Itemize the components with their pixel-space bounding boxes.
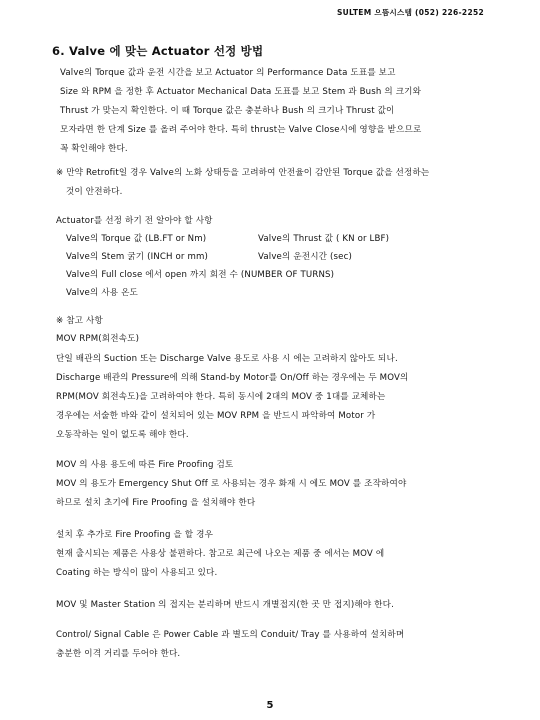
para4-line: 현재 출시되는 제품은 사용상 불편하다. 참고로 최근에 나오는 제품 중 에서는 MOV 에 — [56, 549, 385, 559]
para4-line: Coating 하는 방식이 많이 사용되고 있다. — [56, 568, 218, 578]
selection-title: Actuator를 선정 하기 전 알아야 할 사항 — [56, 216, 213, 226]
reference-subtitle: MOV RPM(회전속도) — [56, 334, 140, 344]
para6-line: 충분한 이격 거리를 두어야 한다. — [56, 649, 181, 659]
para2-line: RPM(MOV 회전속도)을 고려하여야 한다. 특히 동시에 2대의 MOV 중 1대를 교체하는 — [56, 392, 386, 402]
para3-line: MOV 의 용도가 Emergency Shut Off 로 사용되는 경우 화재 시 에도 MOV 를 조작하여야 — [56, 479, 407, 489]
note-line: ※ 만약 Retrofit일 경우 Valve의 노화 상태등을 고려하여 안전율이 감안된 Torque 값을 선정하는 — [56, 168, 430, 178]
selection-item: Valve의 Stem 굵기 (INCH or mm) — [66, 252, 208, 262]
selection-item: Valve의 운전시간 (sec) — [258, 252, 352, 262]
para4-line: 설치 후 추가로 Fire Proofing 을 할 경우 — [56, 530, 214, 540]
para2-line: 단일 배관의 Suction 또는 Discharge Valve 용도로 사용 시 에는 고려하지 않아도 되나. — [56, 354, 398, 364]
para1-line: Size 와 RPM 을 정한 후 Actuator Mechanical Data 도표를 보고 Stem 과 Bush 의 크기와 — [60, 87, 422, 97]
para1-line: 꼭 확인해야 한다. — [60, 144, 128, 154]
section-heading: 6. Valve 에 맞는 Actuator 선정 방법 — [52, 44, 264, 58]
page-header: SULTEM 으뜸시스템 (052) 226-2252 — [336, 8, 484, 17]
para2-line: Discharge 배관의 Pressure에 의해 Stand-by Motor를 On/Off 하는 경우에는 두 MOV의 — [56, 373, 409, 383]
selection-item: Valve의 Torque 값 (LB.FT or Nm) — [66, 234, 207, 244]
note-line: 것이 안전하다. — [66, 187, 123, 197]
para1-line: 모자라면 한 단계 Size 를 올려 주어야 한다. 특히 thrust는 Valve Close시에 영향을 받으므로 — [60, 125, 422, 135]
selection-item: Valve의 Full close 에서 open 까지 회전 수 (NUMBER OF TURNS) — [66, 270, 335, 280]
selection-item: Valve의 Thrust 값 ( KN or LBF) — [258, 234, 390, 244]
para3-line: 하므로 설치 초기에 Fire Proofing 을 설치해야 한다 — [56, 498, 256, 508]
para6-line: Control/ Signal Cable 은 Power Cable 과 별도의 Conduit/ Tray 를 사용하여 설치하며 — [56, 630, 405, 640]
para3-line: MOV 의 사용 용도에 따른 Fire Proofing 검토 — [56, 460, 234, 470]
para1-line: Valve의 Torque 값과 운전 시간을 보고 Actuator 의 Performance Data 도표를 보고 — [60, 68, 396, 78]
para2-line: 오동작하는 일이 없도록 해야 한다. — [56, 430, 189, 440]
para1-line: Thrust 가 맞는지 확인한다. 이 때 Torque 값은 충분하나 Bush 의 크기나 Thrust 값이 — [60, 106, 395, 116]
para5-line: MOV 및 Master Station 의 접지는 분리하며 반드시 개별접지(한 곳 만 접지)해야 한다. — [56, 600, 394, 610]
selection-item: Valve의 사용 온도 — [66, 288, 139, 298]
page-number: 5 — [266, 700, 274, 711]
para2-line: 경우에는 서술한 바와 같이 설치되어 있는 MOV RPM 을 반드시 파악하여 Motor 가 — [56, 411, 376, 421]
reference-title: ※ 참고 사항 — [56, 316, 103, 326]
